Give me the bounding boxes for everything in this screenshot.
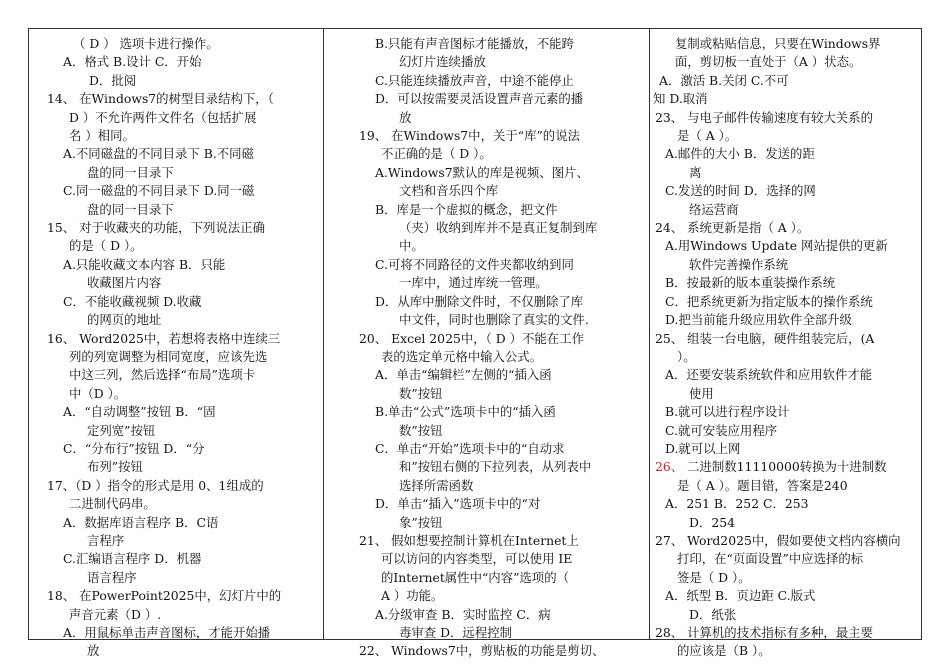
- text-line: 的Internet属性中“内容”选项的（: [381, 569, 569, 585]
- text-line: B．库是一个虚拟的概念，把文件: [375, 201, 558, 217]
- text-line: A.只能收藏文本内容 B．只能: [63, 256, 226, 272]
- text-line: D．纸张: [689, 606, 737, 622]
- text-line: 声音元素（D ）.: [69, 606, 162, 622]
- text-line: 打印，在“页面设置”中应选择的标: [677, 551, 864, 567]
- text-line: 定列宽”按钮: [87, 422, 156, 438]
- text-line: C．“分布行”按钮 D．“分: [63, 440, 205, 456]
- text-line: A.邮件的大小 B．发送的距: [665, 146, 815, 162]
- text-line: 离: [689, 164, 702, 180]
- text-line: A．格式 B.设计 C．开始: [63, 54, 202, 70]
- text-line: A．数据库语言程序 B．C语: [63, 514, 219, 530]
- text-line: 22、 Windows7中，剪贴板的功能是剪切、: [359, 643, 605, 659]
- page-frame: [28, 28, 922, 659]
- text-line: 的网页的地址: [87, 312, 162, 328]
- text-line: 可以访问的内容类型，可以使用 IE: [381, 551, 573, 567]
- text-line: C．把系统更新为指定版本的操作系统: [665, 293, 873, 309]
- text-line: 语言程序: [87, 569, 137, 585]
- text-line: 16、 Word2025中，若想将表格中连续三: [47, 330, 281, 346]
- text-line: D．批阅: [89, 72, 137, 88]
- text-line: 象”按钮: [399, 514, 443, 530]
- text-line: 25、 组装一台电脑，硬件组装完后，(A: [655, 330, 875, 346]
- text-line: B.只能有声音图标才能播放，不能跨: [375, 36, 574, 51]
- text-line: 面，剪切板一直处于（A ）状态。: [675, 54, 862, 70]
- text-line: 名 ）相同。: [69, 128, 135, 144]
- text-line: A．还要安装系统软件和应用软件才能: [665, 367, 873, 383]
- text-line: A．激活 B.关闭 C.不可: [659, 72, 789, 88]
- text-line: 中（D ）。: [69, 385, 127, 401]
- text-line: C.可将不同路径的文件夹都收纳到同: [375, 256, 574, 272]
- text-line: 盘的同一目录下: [87, 201, 174, 217]
- text-line: 知 D.取消: [653, 91, 708, 107]
- text-line: 26、 二进制数11110000转换为十进制数: [655, 459, 887, 475]
- text-line: 19、 在Windows7中，关于“库”的说法: [359, 128, 580, 144]
- text-line: 17、（D ）指令的形式是用 0、1组成的: [47, 477, 264, 493]
- text-line: 放: [87, 643, 100, 659]
- text-line: 数”按钮: [399, 385, 443, 401]
- text-line: 21、 假如想要控制计算机在Internet上: [359, 532, 579, 548]
- text-line: D．单击“插入”选项卡中的“对: [375, 496, 541, 512]
- column-3: [651, 35, 901, 661]
- column-2: [355, 35, 604, 661]
- text-line: A．“自动调整”按钮 B．“固: [63, 404, 216, 420]
- text-line: C．不能收藏视频 D.收藏: [63, 293, 202, 309]
- text-line: A.分级审查 B．实时监控 C．病: [375, 606, 551, 622]
- text-line: ）。: [677, 348, 696, 364]
- text-line: 23、 与电子邮件传输速度有较大关系的: [655, 109, 873, 125]
- text-line: A．251 B．252 C．253: [665, 496, 809, 512]
- text-line: B.就可以进行程序设计: [665, 404, 790, 420]
- text-line: 24、 系统更新是指（ A ）。: [655, 220, 810, 236]
- text-line: A.用Windows Update 网站提供的更新: [665, 238, 888, 254]
- text-line: C．单击“开始”选项卡中的“自动求: [375, 440, 565, 456]
- text-line: C.只能连续播放声音，中途不能停止: [375, 72, 574, 88]
- text-line: 不正确的是（ D ）。: [381, 146, 492, 162]
- text-line: A．用鼠标单击声音图标，才能开始播: [63, 625, 271, 640]
- text-line: 幻灯片连续播放: [399, 54, 486, 70]
- text-line: D．可以按需要灵活设置声音元素的播: [375, 91, 584, 107]
- text-line: B．按最新的版本重装操作系统: [665, 275, 836, 291]
- text-line: 签是（ D ）。: [677, 569, 751, 585]
- text-line: 二进制代码串。: [69, 496, 156, 512]
- text-line: （夹）收纳到库并不是真正复制到库: [399, 220, 598, 236]
- text-line: 20、 Excel 2025中，（ D ）不能在工作: [359, 330, 584, 346]
- text-line: （ D ） 选项卡进行操作。: [73, 36, 219, 51]
- text-line: D．从库中删除文件时，不仅删除了库: [375, 293, 584, 309]
- text-line: 放: [399, 109, 412, 125]
- text-line: 络运营商: [689, 201, 739, 217]
- text-line: 软件完善操作系统: [689, 256, 789, 272]
- text-line: D．254: [689, 514, 735, 530]
- text-line: 是（ A ）。题目错，答案是240: [677, 477, 848, 493]
- text-line: 28、 计算机的技术指标有多种，最主要: [655, 625, 873, 640]
- text-line: 和”按钮右侧的下拉列表，从列表中: [399, 459, 592, 475]
- text-line: A.Windows7默认的库是视频、图片、: [375, 164, 589, 180]
- text-line: 盘的同一目录下: [87, 164, 174, 180]
- text-line: 一库中，通过库统一管理。: [399, 275, 548, 291]
- text-line: A．纸型 B．页边距 C.版式: [665, 588, 816, 604]
- text-line: 选择所需函数: [399, 477, 474, 493]
- text-line: 中这三列，然后选择“布局”选项卡: [69, 367, 256, 383]
- text-line: 收藏图片内容: [87, 275, 162, 291]
- text-line: D ）不允许两件文件名（包括扩展: [69, 109, 257, 125]
- question-number-highlight: 26、: [655, 459, 684, 475]
- text-line: C.就可安装应用程序: [665, 422, 778, 438]
- text-line: D.把当前能升级应用软件全部升级: [665, 312, 852, 328]
- text-line: 布列”按钮: [87, 459, 143, 475]
- text-line: 列的列宽调整为相同宽度，应该先选: [69, 348, 268, 364]
- text-line: 言程序: [87, 532, 125, 548]
- text-line: A.不同磁盘的不同目录下 B.不同磁: [63, 146, 254, 162]
- text-line: 14、 在Windows7的树型目录结构下，（: [47, 91, 274, 107]
- text-line: 15、 对于收藏夹的功能，下列说法正确: [47, 220, 265, 236]
- text-line: 18、 在PowerPoint2025中，幻灯片中的: [47, 588, 282, 604]
- text-line: 中文件，同时也删除了真实的文件.: [399, 312, 589, 328]
- text-line: 27、 Word2025中，假如要使文档内容横向: [655, 532, 901, 548]
- text-line: C.汇编语言程序 D．机器: [63, 551, 202, 567]
- text-line: 使用: [689, 385, 714, 401]
- text-line: 数”按钮: [399, 422, 443, 438]
- text-line: C.同一磁盘的不同目录下 D.同一磁: [63, 183, 255, 199]
- text-line: A．单击“编辑栏”左侧的“插入函: [375, 367, 552, 383]
- text-line: 复制或粘贴信息，只要在Windows界: [675, 36, 881, 51]
- text-line: B.单击“公式”选项卡中的“插入函: [375, 404, 556, 420]
- text-line: 的是（ D ）。: [69, 238, 143, 254]
- text-line: C.发送的时间 D．选择的网: [665, 183, 816, 199]
- text-line: 毒审查 D．远程控制: [399, 625, 512, 640]
- text-line: 表的选定单元格中输入公式。: [381, 348, 543, 364]
- text-line: 中。: [399, 238, 424, 254]
- column-divider-2: [649, 29, 650, 639]
- text-line: D.就可以上网: [665, 440, 741, 456]
- column-divider-1: [323, 29, 324, 639]
- text-line: 文档和音乐四个库: [399, 183, 499, 199]
- text-line: 是（ A ）。: [677, 128, 738, 144]
- column-1: [29, 35, 281, 661]
- text-line: A ）功能。: [381, 588, 444, 604]
- text-line: 的应该是（B ）。: [677, 643, 771, 659]
